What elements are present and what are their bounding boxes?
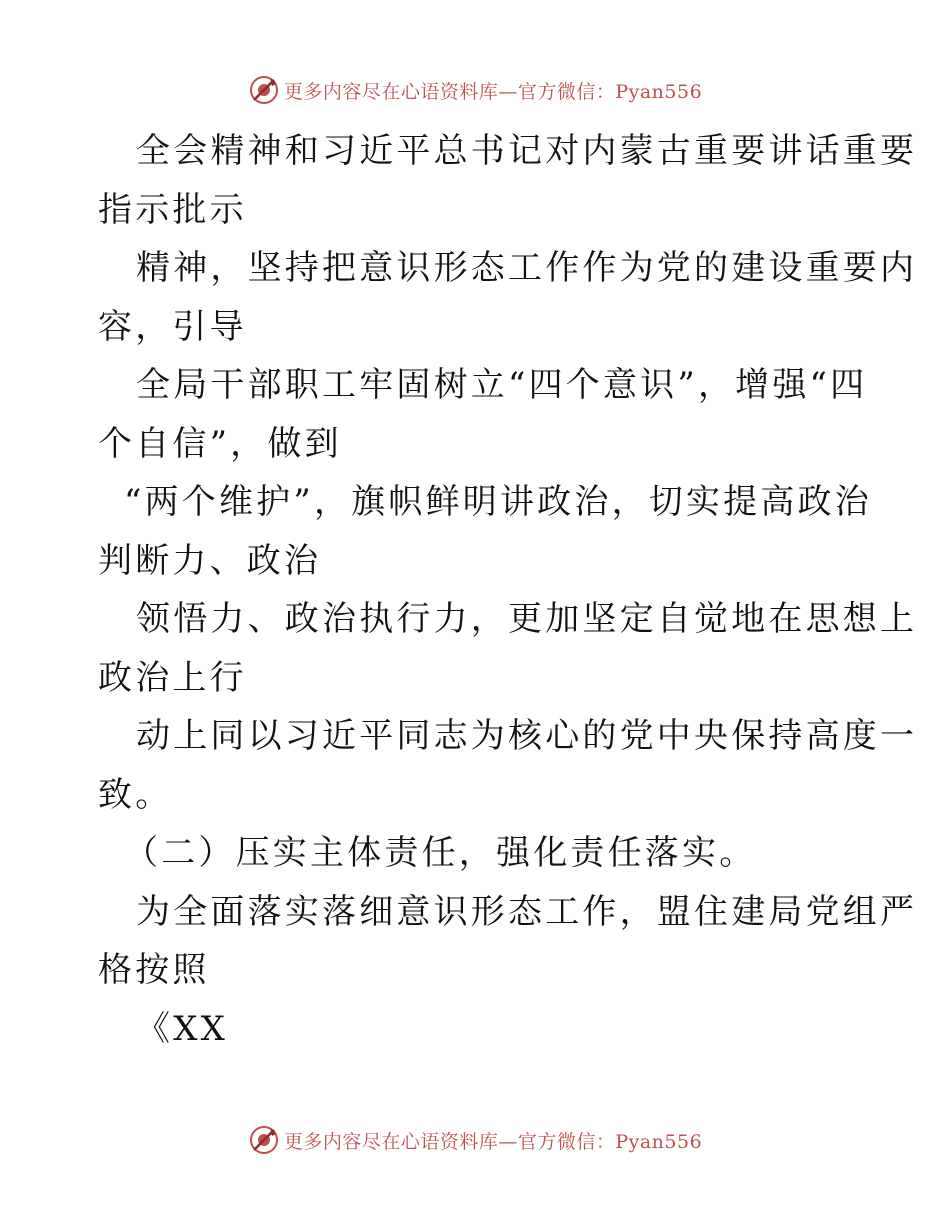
footer-banner [0,1120,950,1160]
body-line: 精神，坚持把意识形态工作作为党的建设重要内 [136,248,918,288]
body-line: 全局干部职工牢固树立“四个意识”，增强“四 [136,365,868,405]
body-line: 为全面落实落细意识形态工作，盟住建局党组严 [136,891,918,932]
body-line: 指示批示 [98,189,247,230]
body-line: 全会精神和习近平总书记对内蒙古重要讲话重要 [136,131,918,171]
body-line: 容，引导 [98,306,247,347]
body-line: 格按照 [98,950,210,990]
body-line: 领悟力、政治执行力，更加坚定自觉地在思想上 [136,599,918,639]
body-line: 政治上行 [98,657,247,698]
body-line: 致。 [98,774,173,815]
quill-logo-icon [248,74,280,106]
body-line: “两个维护”，旗帜鲜明讲政治，切实提高政治 [124,482,872,522]
body-line: 判断力、政治 [98,540,322,581]
body-line: 个自信”，做到 [98,423,342,464]
body-line: 《XX [136,1008,229,1049]
document-body [98,122,918,1058]
quill-logo-icon [248,1124,280,1156]
footer-banner-text: 更多内容尽在心语资料库—官方微信：Pyan556 [283,1130,703,1153]
header-banner [0,70,950,110]
body-line: 动上同以习近平同志为核心的党中央保持高度一 [136,716,918,756]
header-banner-text: 更多内容尽在心语资料库—官方微信：Pyan556 [283,80,703,103]
section-heading: （二）压实主体责任，强化责任落实。 [124,833,757,873]
